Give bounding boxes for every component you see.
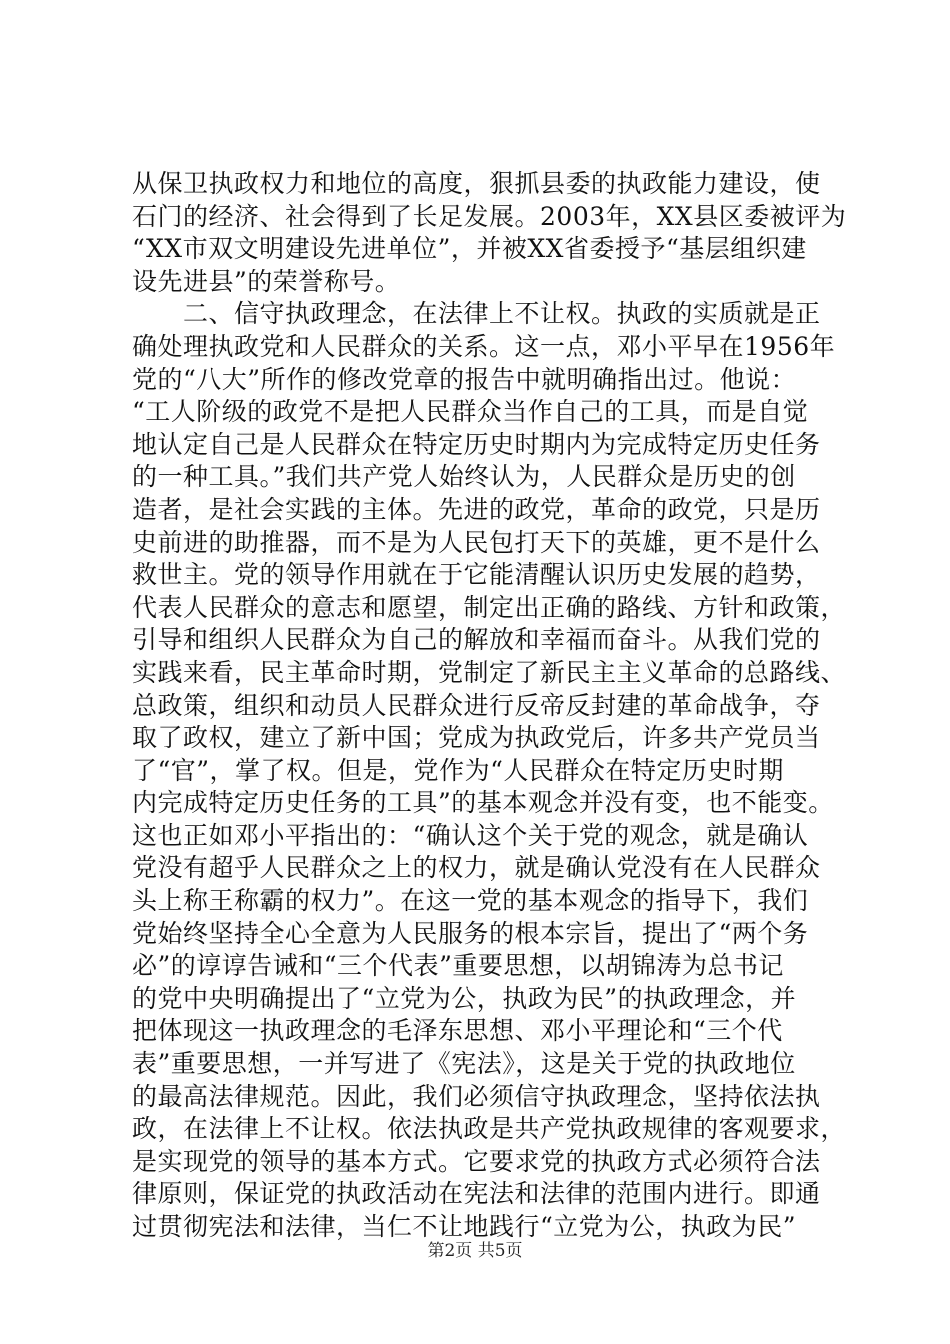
text-line: 过贯彻宪法和法律，当仁不让地践行“立党为公，执政为民” xyxy=(132,1212,797,1241)
text-line: 的党中央明确提出了“立党为公，执政为民”的执政理念，并 xyxy=(132,983,797,1013)
text-line: 代表人民群众的意志和愿望，制定出正确的路线、方针和政策， xyxy=(132,592,847,622)
text-line: “XX市双文明建设先进单位”，并被XX省委授予“基层组织建 xyxy=(132,234,807,264)
text-line: 必”的谆谆告诫和“三个代表”重要思想，以胡锦涛为总书记 xyxy=(132,951,784,981)
text-line: 设先进县”的荣誉称号。 xyxy=(132,266,401,296)
text-line: 党始终坚持全心全意为人民服务的根本宗旨，提出了“两个务 xyxy=(132,918,809,948)
text-line: 党没有超乎人民群众之上的权力，就是确认党没有在人民群众 xyxy=(132,853,821,883)
text-line: 的一种工具。”我们共产党人始终认为，人民群众是历史的创 xyxy=(132,462,796,492)
text-line: 引导和组织人民群众为自己的解放和幸福而奋斗。从我们党的 xyxy=(132,625,821,655)
body-text xyxy=(132,168,847,1244)
text-line: 从保卫执政权力和地位的高度，狠抓县委的执政能力建设，使 xyxy=(132,169,821,198)
text-line: 石门的经济、社会得到了长足发展。2003年，XX县区委被评为 xyxy=(132,201,847,231)
text-line: 总政策，组织和动员人民群众进行反帝反封建的革命战争，夺 xyxy=(132,690,821,720)
text-line: 二、信守执政理念，在法律上不让权。执政的实质就是正 xyxy=(132,299,821,329)
text-line: 把体现这一执政理念的毛泽东思想、邓小平理论和“三个代 xyxy=(132,1016,783,1046)
text-line: 党的“八大”所作的修改党章的报告中就明确指出过。他说： xyxy=(132,364,797,394)
text-line: 是实现党的领导的基本方式。它要求党的执政方式必须符合法 xyxy=(132,1146,821,1176)
text-line: 取了政权，建立了新中国；党成为执政党后，许多共产党员当 xyxy=(132,723,821,753)
text-line: 内完成特定历史任务的工具”的基本观念并没有变，也不能变。 xyxy=(132,788,834,818)
text-line: 这也正如邓小平指出的：“确认这个关于党的观念，就是确认 xyxy=(132,820,809,850)
text-line: 政，在法律上不让权。依法执政是共产党执政规律的客观要求， xyxy=(132,1114,847,1144)
text-line: 头上称王称霸的权力”。在这一党的基本观念的指导下，我们 xyxy=(132,886,809,916)
text-line: 造者，是社会实践的主体。先进的政党，革命的政党，只是历 xyxy=(132,494,821,524)
text-line: 了“官”，掌了权。但是，党作为“人民群众在特定历史时期 xyxy=(132,755,784,785)
text-line: “工人阶级的政党不是把人民群众当作自己的工具，而是自觉 xyxy=(132,397,809,427)
text-line: 律原则，保证党的执政活动在宪法和法律的范围内进行。即通 xyxy=(132,1179,821,1209)
text-line: 确处理执政党和人民群众的关系。这一点，邓小平早在1956年 xyxy=(132,331,836,361)
text-line: 表”重要思想，一并写进了《宪法》，这是关于党的执政地位 xyxy=(132,1049,796,1079)
page-footer xyxy=(0,1240,950,1262)
text-line: 的最高法律规范。因此，我们必须信守执政理念，坚持依法执 xyxy=(132,1081,821,1111)
page-number: 第2页 共5页 xyxy=(427,1241,523,1261)
text-line: 实践来看，民主革命时期，党制定了新民主主义革命的总路线、 xyxy=(132,657,847,687)
text-line: 救世主。党的领导作用就在于它能清醒认识历史发展的趋势， xyxy=(132,560,821,590)
text-line: 地认定自己是人民群众在特定历史时期内为完成特定历史任务 xyxy=(132,429,821,459)
text-line: 史前进的助推器，而不是为人民包打天下的英雄，更不是什么 xyxy=(132,527,821,557)
